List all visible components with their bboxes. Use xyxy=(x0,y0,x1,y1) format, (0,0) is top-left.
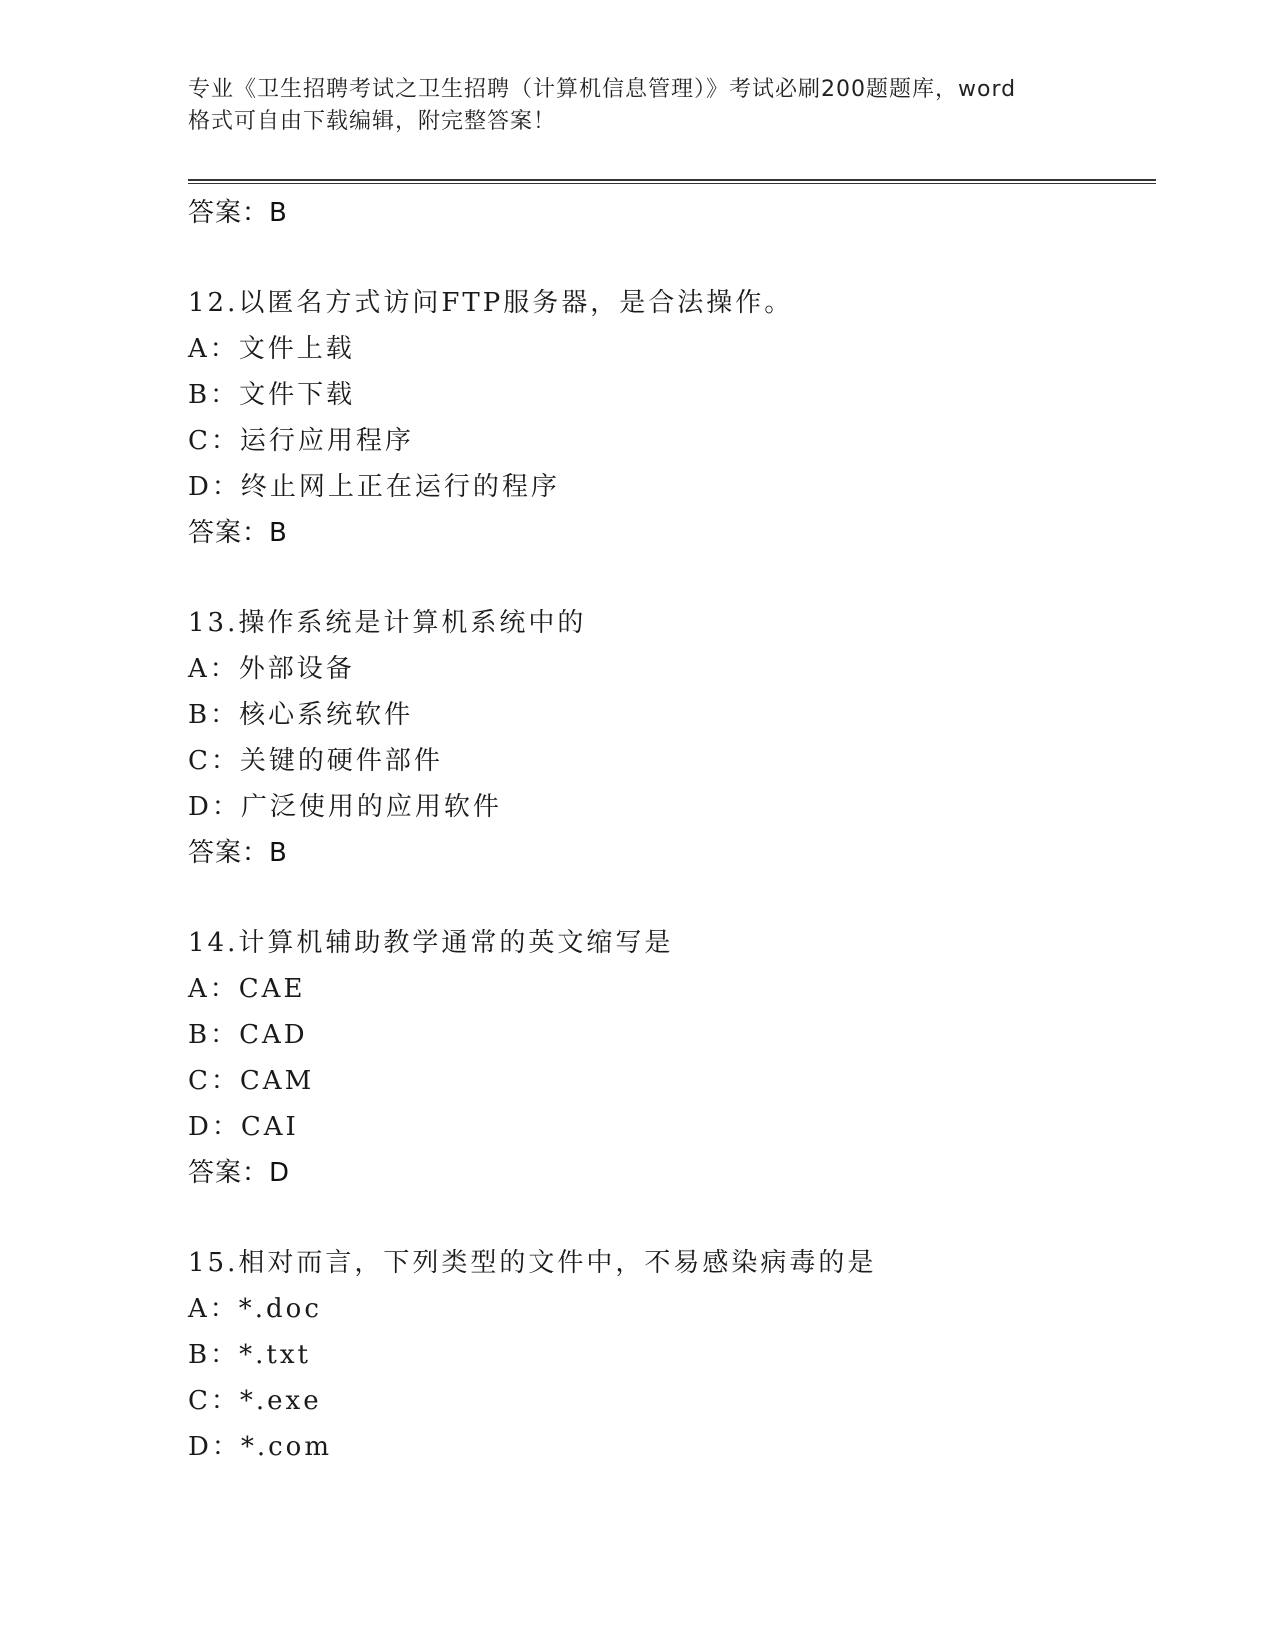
option-b: B：CAD xyxy=(188,1020,308,1050)
option-c: C：运行应用程序 xyxy=(188,426,414,456)
header-rule-thin xyxy=(188,183,1156,184)
option-b: B：*.txt xyxy=(188,1340,311,1370)
question-title: 14.计算机辅助教学通常的英文缩写是 xyxy=(188,928,674,958)
option-d: D：广泛使用的应用软件 xyxy=(188,792,502,822)
header-line-1: 专业《卫生招聘考试之卫生招聘（计算机信息管理）》考试必刷200题题库，word xyxy=(188,77,1017,102)
answer-line: 答案：D xyxy=(188,1158,291,1188)
question-14 xyxy=(188,920,1148,1196)
answer-line: 答案：B xyxy=(188,198,288,228)
option-c: C：*.exe xyxy=(188,1386,322,1416)
option-d: D：*.com xyxy=(188,1432,332,1462)
question-15 xyxy=(188,1240,1148,1470)
option-a: A：*.doc xyxy=(188,1294,322,1324)
header-line-2: 格式可自由下载编辑，附完整答案！ xyxy=(188,109,557,134)
option-b: B：文件下载 xyxy=(188,380,356,410)
question-12 xyxy=(188,280,1148,556)
document-header xyxy=(188,74,1088,138)
option-c: C：CAM xyxy=(188,1066,315,1096)
answer-line: 答案：B xyxy=(188,518,288,548)
question-title: 15.相对而言，下列类型的文件中，不易感染病毒的是 xyxy=(188,1248,877,1278)
document-body xyxy=(188,190,1148,1470)
option-a: A：CAE xyxy=(188,974,306,1004)
question-title: 12.以匿名方式访问FTP服务器，是合法操作。 xyxy=(188,288,794,318)
question-title: 13.操作系统是计算机系统中的 xyxy=(188,608,587,638)
question-13 xyxy=(188,600,1148,876)
option-d: D：CAI xyxy=(188,1112,299,1142)
option-c: C：关键的硬件部件 xyxy=(188,746,443,776)
option-d: D：终止网上正在运行的程序 xyxy=(188,472,560,502)
header-rule-thick xyxy=(188,179,1156,181)
option-a: A：文件上载 xyxy=(188,334,355,364)
answer-line: 答案：B xyxy=(188,838,288,868)
option-a: A：外部设备 xyxy=(188,654,355,684)
option-b: B：核心系统软件 xyxy=(188,700,414,730)
